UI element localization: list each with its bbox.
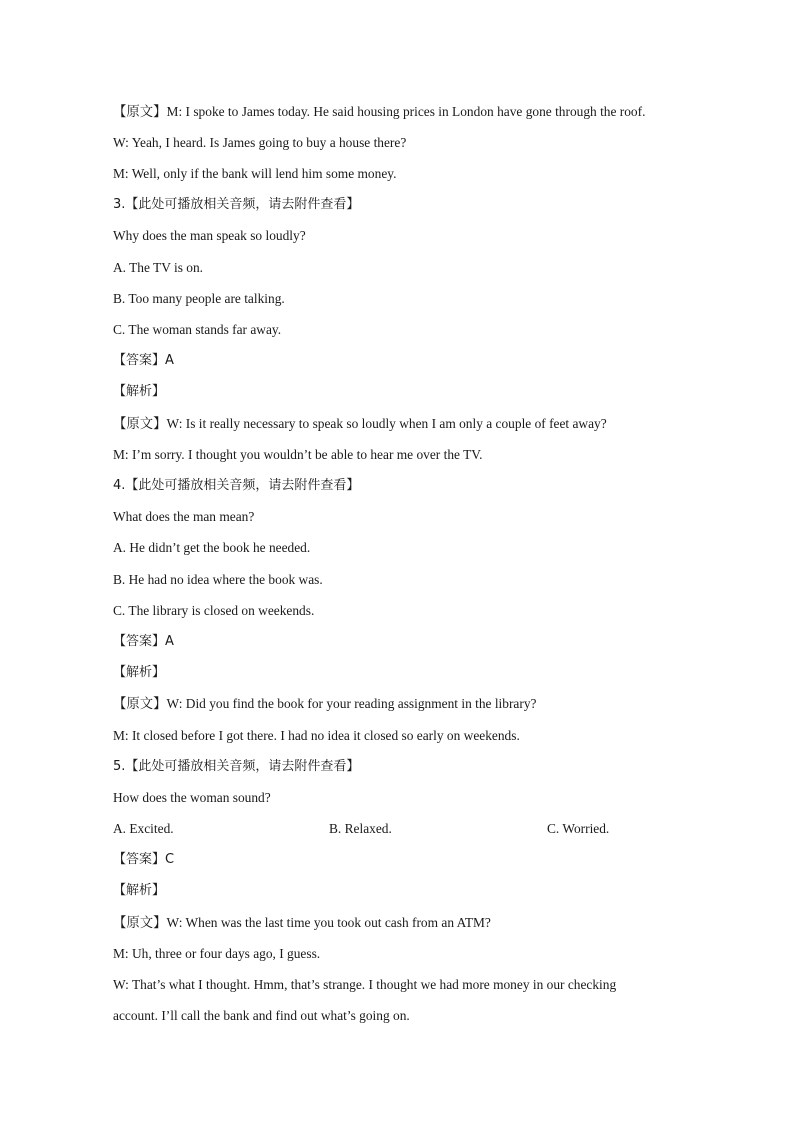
answer-line: 【答案】A: [113, 634, 174, 649]
audio-placeholder-q5: 5.【此处可播放相关音频，请去附件查看】: [113, 759, 360, 774]
transcript-line: 【原文】W: When was the last time you took out cash from an ATM?: [113, 915, 491, 930]
question-text-q4: What does the man mean?: [113, 509, 255, 524]
option-a: A. Excited.: [113, 821, 174, 836]
q5-options-row: [113, 819, 673, 839]
transcript-line: M: Well, only if the bank will lend him some money.: [113, 166, 397, 181]
option-b: B. Relaxed.: [329, 821, 392, 836]
transcript-line: 【原文】W: Is it really necessary to speak so loudly when I am only a couple of feet away?: [113, 416, 607, 431]
option-b: B. Too many people are talking.: [113, 291, 285, 306]
audio-placeholder-q4: 4.【此处可播放相关音频，请去附件查看】: [113, 478, 360, 493]
option-b: B. He had no idea where the book was.: [113, 572, 323, 587]
option-c: C. Worried.: [547, 821, 610, 836]
transcript-line: account. I’ll call the bank and find out what’s going on.: [113, 1008, 410, 1023]
question-text-q5: How does the woman sound?: [113, 790, 271, 805]
answer-line: 【答案】C: [113, 852, 175, 867]
analysis-label: 【解析】: [113, 384, 166, 399]
audio-placeholder-q3: 3.【此处可播放相关音频，请去附件查看】: [113, 197, 360, 212]
option-a: A. The TV is on.: [113, 260, 204, 275]
transcript-line: W: Yeah, I heard. Is James going to buy a house there?: [113, 135, 407, 150]
analysis-label: 【解析】: [113, 665, 166, 680]
transcript-line: W: That’s what I thought. Hmm, that’s strange. I thought we had more money in our checking: [113, 977, 617, 992]
question-text-q3: Why does the man speak so loudly?: [113, 228, 306, 243]
transcript-line: 【原文】W: Did you find the book for your reading assignment in the library?: [113, 696, 537, 711]
option-a: A. He didn’t get the book he needed.: [113, 540, 311, 555]
transcript-line: M: It closed before I got there. I had no idea it closed so early on weekends.: [113, 728, 520, 743]
transcript-line: M: Uh, three or four days ago, I guess.: [113, 946, 321, 961]
answer-line: 【答案】A: [113, 353, 174, 368]
option-c: C. The library is closed on weekends.: [113, 603, 315, 618]
analysis-label: 【解析】: [113, 883, 166, 898]
transcript-line: M: I’m sorry. I thought you wouldn’t be able to hear me over the TV.: [113, 447, 483, 462]
transcript-line: 【原文】M: I spoke to James today. He said housing prices in London have gone through the roof.: [113, 104, 646, 119]
option-c: C. The woman stands far away.: [113, 322, 282, 337]
